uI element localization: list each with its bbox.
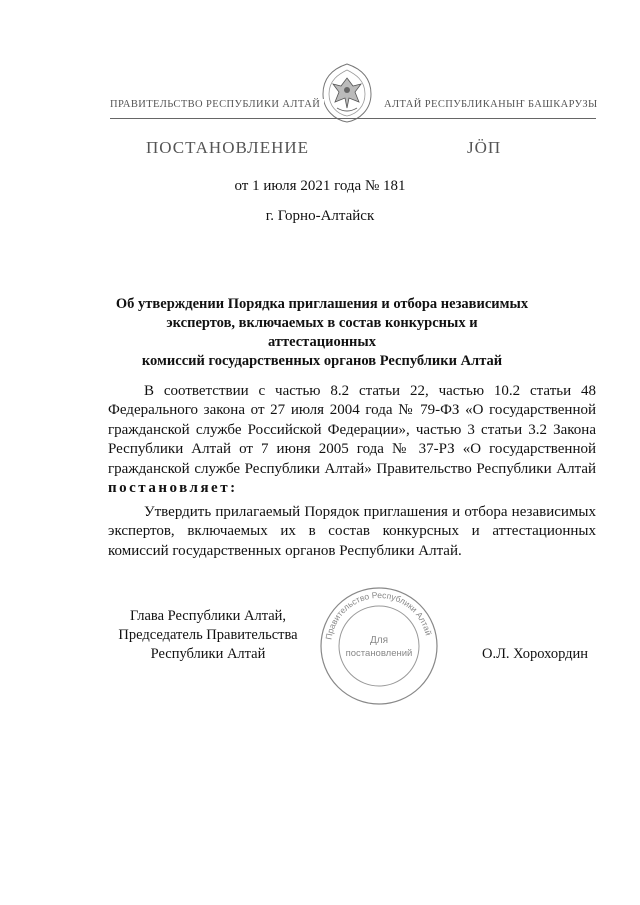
title-line: экспертов, включаемых в состав конкурсных и аттестационных [166, 315, 478, 350]
preamble-paragraph [108, 382, 596, 498]
stamp-inner-line: Для [369, 635, 389, 646]
resolves-keyword: постановляет: [108, 480, 238, 497]
signer-position [108, 607, 308, 664]
signer-name: О.Л. Хорохордин [482, 646, 589, 662]
title-line: Об утверждении Порядка приглашения и отбора независимых [115, 296, 529, 312]
official-stamp [318, 585, 440, 707]
document-city: г. Горно-Алтайск [265, 208, 375, 224]
signer-position-line: Глава Республики Алтай, [129, 608, 287, 624]
stamp-inner-line: постановлений [345, 648, 413, 659]
signer-position-line: Председатель Правительства [118, 627, 298, 643]
document-date-number: от 1 июля 2021 года № 181 [234, 178, 406, 194]
stamp-outer-text: Правительство Республики Алтай [323, 589, 434, 641]
government-name-ru: ПРАВИТЕЛЬСТВО РЕСПУБЛИКИ АЛТАЙ [110, 99, 324, 110]
preamble-text: В соответствии с частью 8.2 статьи 22, частью 10.2 статьи 48 Федерального закона от 27 июля 2004 года № 79-ФЗ «О государственной гражданской службе Российской Федерации», частью 3 статьи 3.2 Закона Республики Алтай от 7 июня 2005 года № 37-РЗ «О государственной гражданской службе Республики Алтай» Правительство Республики Алтай [108, 383, 596, 477]
document-type-altai: ЈӦП [467, 138, 502, 157]
signer-position-line: Республики Алтай [150, 646, 266, 662]
government-name-altai: АЛТАЙ РЕСПУБЛИКАНЫҤ БАШКАРУЗЫ [380, 99, 598, 110]
document-title [112, 295, 532, 371]
resolution-paragraph: Утвердить прилагаемый Порядок приглашения и отбора независимых экспертов, включаемых их в состав конкурсных и аттестационных комиссий государственных органов Республики Алтай. [108, 504, 596, 559]
title-line: комиссий государственных органов Республики Алтай [141, 353, 503, 369]
document-type-ru: ПОСТАНОВЛЕНИЕ [146, 138, 310, 157]
